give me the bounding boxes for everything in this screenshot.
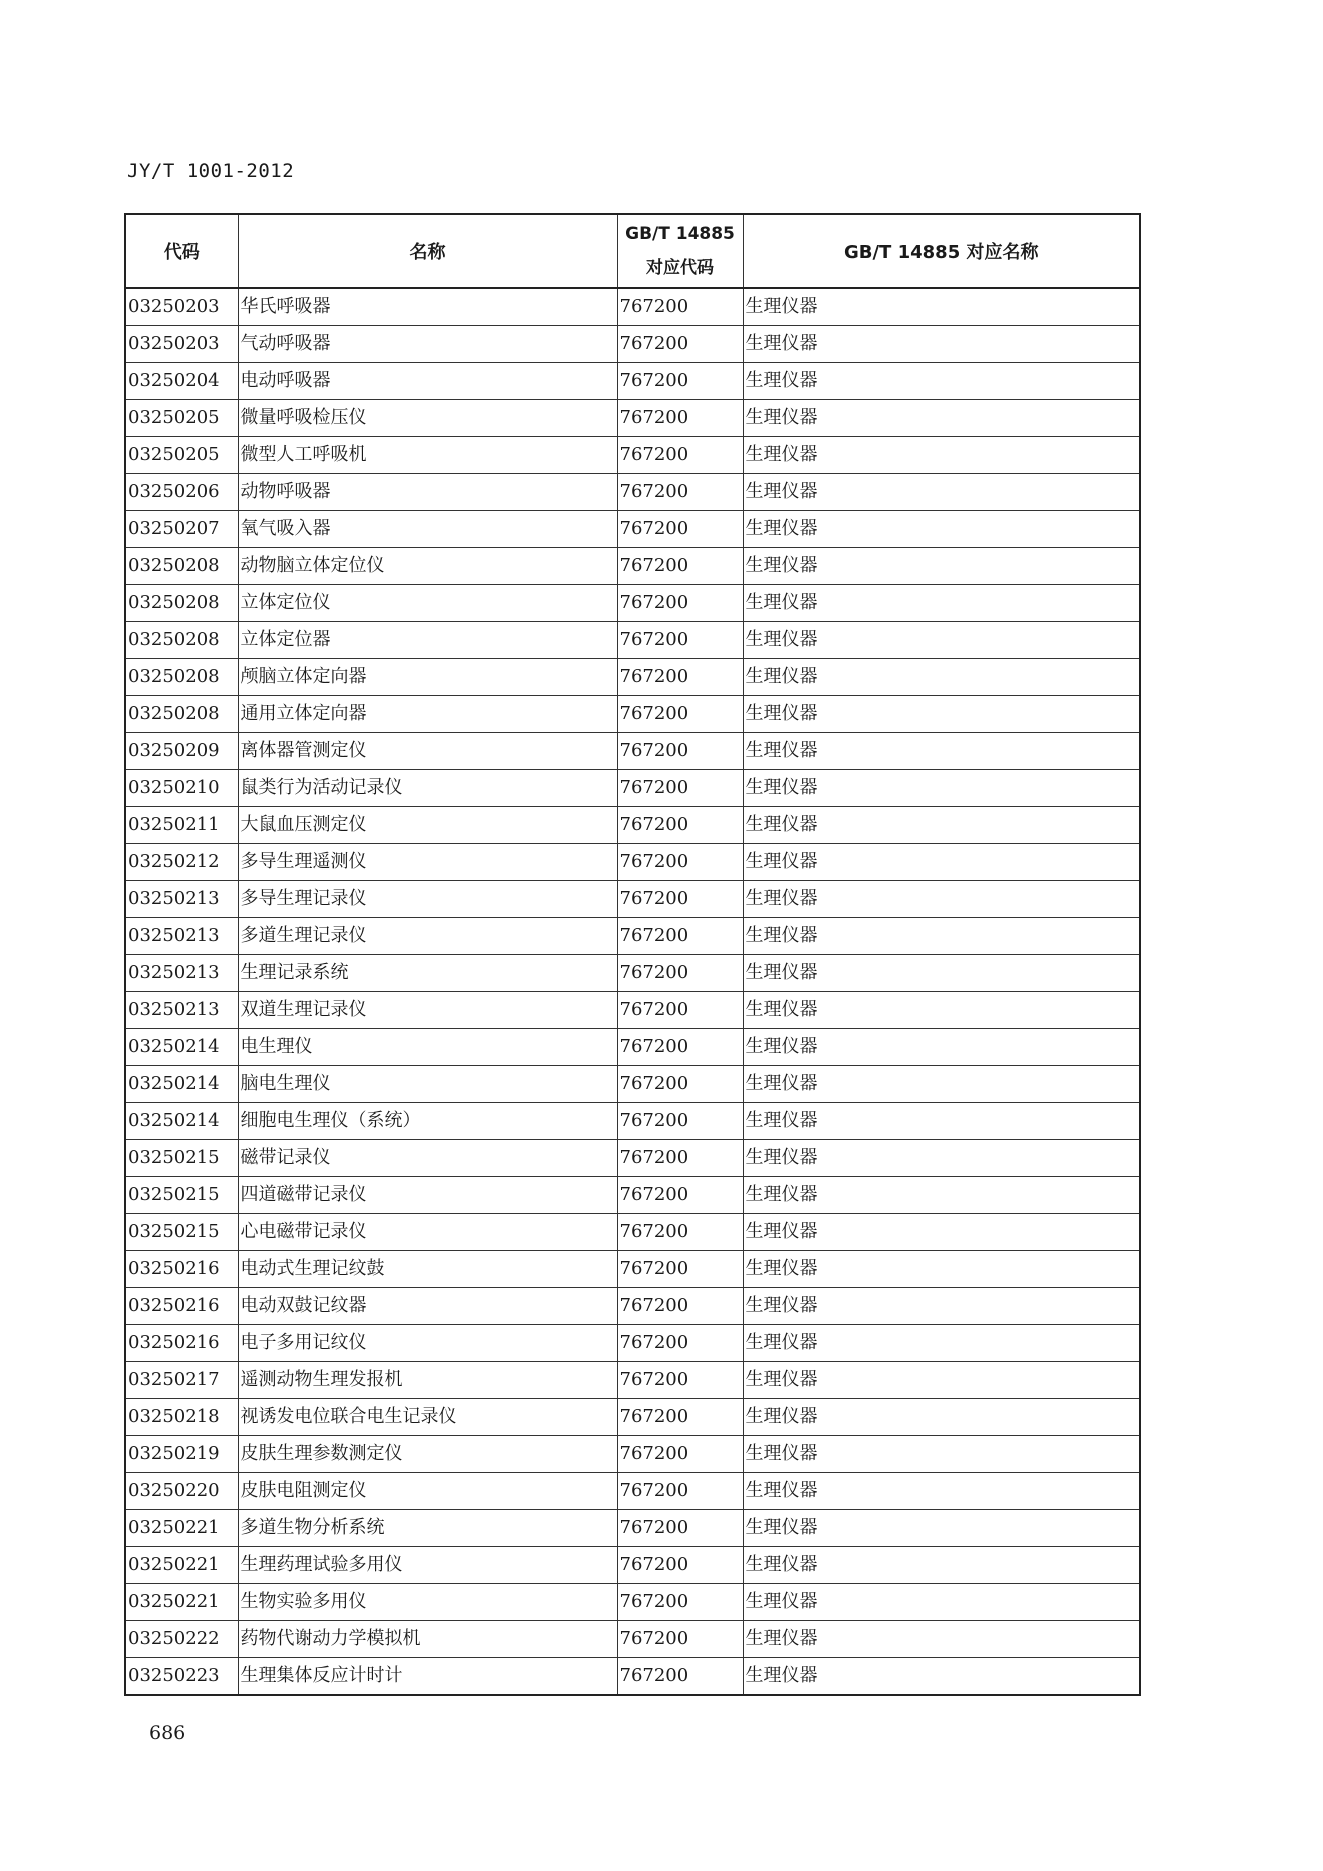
table-row <box>125 1584 1140 1621</box>
column-header-code: 代码 <box>125 214 238 288</box>
table-row <box>125 1436 1140 1473</box>
row-name: 微量呼吸检压仪 <box>238 400 617 437</box>
table-row <box>125 1473 1140 1510</box>
row-code: 03250206 <box>125 474 238 511</box>
row-code: 03250214 <box>125 1103 238 1140</box>
table-row <box>125 807 1140 844</box>
row-name: 华氏呼吸器 <box>238 288 617 326</box>
row-code: 03250208 <box>125 659 238 696</box>
row-code: 03250210 <box>125 770 238 807</box>
row-name: 微型人工呼吸机 <box>238 437 617 474</box>
table-header-row <box>125 214 1140 288</box>
row-name: 多道生物分析系统 <box>238 1510 617 1547</box>
row-gb-code: 767200 <box>617 770 743 807</box>
row-gb-code: 767200 <box>617 807 743 844</box>
row-code: 03250213 <box>125 918 238 955</box>
table-body <box>125 288 1140 1695</box>
row-gb-name: 生理仪器 <box>743 1473 1140 1510</box>
row-gb-code: 767200 <box>617 1510 743 1547</box>
code-table <box>124 213 1141 1696</box>
row-gb-name: 生理仪器 <box>743 1251 1140 1288</box>
row-gb-code: 767200 <box>617 622 743 659</box>
row-name: 大鼠血压测定仪 <box>238 807 617 844</box>
row-code: 03250208 <box>125 696 238 733</box>
table-row <box>125 1029 1140 1066</box>
row-name: 多导生理遥测仪 <box>238 844 617 881</box>
table-row <box>125 1177 1140 1214</box>
row-gb-name: 生理仪器 <box>743 955 1140 992</box>
row-code: 03250218 <box>125 1399 238 1436</box>
row-gb-name: 生理仪器 <box>743 1140 1140 1177</box>
row-gb-code: 767200 <box>617 696 743 733</box>
row-code: 03250207 <box>125 511 238 548</box>
row-name: 离体器管测定仪 <box>238 733 617 770</box>
row-code: 03250221 <box>125 1584 238 1621</box>
row-name: 遥测动物生理发报机 <box>238 1362 617 1399</box>
row-gb-code: 767200 <box>617 400 743 437</box>
row-gb-name: 生理仪器 <box>743 585 1140 622</box>
row-gb-code: 767200 <box>617 844 743 881</box>
table-row <box>125 696 1140 733</box>
row-code: 03250219 <box>125 1436 238 1473</box>
table-row <box>125 733 1140 770</box>
row-code: 03250221 <box>125 1510 238 1547</box>
row-code: 03250215 <box>125 1177 238 1214</box>
row-gb-code: 767200 <box>617 992 743 1029</box>
row-name: 皮肤电阻测定仪 <box>238 1473 617 1510</box>
table-row <box>125 363 1140 400</box>
column-header-name: 名称 <box>238 214 617 288</box>
row-gb-name: 生理仪器 <box>743 1325 1140 1362</box>
row-code: 03250203 <box>125 288 238 326</box>
row-gb-code: 767200 <box>617 1177 743 1214</box>
row-gb-code: 767200 <box>617 363 743 400</box>
row-name: 立体定位器 <box>238 622 617 659</box>
row-code: 03250220 <box>125 1473 238 1510</box>
row-gb-code: 767200 <box>617 548 743 585</box>
row-gb-code: 767200 <box>617 1362 743 1399</box>
table-row <box>125 1621 1140 1658</box>
table-row <box>125 881 1140 918</box>
table-row <box>125 659 1140 696</box>
row-gb-code: 767200 <box>617 585 743 622</box>
row-gb-code: 767200 <box>617 437 743 474</box>
table-row <box>125 437 1140 474</box>
row-code: 03250212 <box>125 844 238 881</box>
row-gb-name: 生理仪器 <box>743 770 1140 807</box>
row-gb-code: 767200 <box>617 1621 743 1658</box>
row-gb-name: 生理仪器 <box>743 807 1140 844</box>
row-gb-code: 767200 <box>617 881 743 918</box>
row-code: 03250216 <box>125 1251 238 1288</box>
row-gb-code: 767200 <box>617 1399 743 1436</box>
standard-id: JY/T 1001-2012 <box>127 160 295 182</box>
row-name: 细胞电生理仪（系统） <box>238 1103 617 1140</box>
row-name: 氧气吸入器 <box>238 511 617 548</box>
row-code: 03250203 <box>125 326 238 363</box>
table-row <box>125 511 1140 548</box>
table-row <box>125 1547 1140 1584</box>
table-row <box>125 548 1140 585</box>
row-gb-name: 生理仪器 <box>743 918 1140 955</box>
table-row <box>125 1510 1140 1547</box>
row-code: 03250214 <box>125 1029 238 1066</box>
row-name: 多道生理记录仪 <box>238 918 617 955</box>
row-code: 03250216 <box>125 1288 238 1325</box>
row-name: 气动呼吸器 <box>238 326 617 363</box>
row-code: 03250216 <box>125 1325 238 1362</box>
row-gb-name: 生理仪器 <box>743 696 1140 733</box>
row-code: 03250205 <box>125 437 238 474</box>
row-code: 03250213 <box>125 955 238 992</box>
row-name: 磁带记录仪 <box>238 1140 617 1177</box>
row-gb-code: 767200 <box>617 511 743 548</box>
table-row <box>125 844 1140 881</box>
table-row <box>125 955 1140 992</box>
row-name: 电动双鼓记纹器 <box>238 1288 617 1325</box>
table-row <box>125 1251 1140 1288</box>
table-row <box>125 622 1140 659</box>
table-row <box>125 1362 1140 1399</box>
table-row <box>125 288 1140 326</box>
row-name: 药物代谢动力学模拟机 <box>238 1621 617 1658</box>
row-gb-name: 生理仪器 <box>743 844 1140 881</box>
row-gb-name: 生理仪器 <box>743 1510 1140 1547</box>
row-code: 03250222 <box>125 1621 238 1658</box>
row-name: 电动呼吸器 <box>238 363 617 400</box>
row-gb-name: 生理仪器 <box>743 881 1140 918</box>
row-gb-code: 767200 <box>617 1066 743 1103</box>
row-name: 电生理仪 <box>238 1029 617 1066</box>
row-name: 双道生理记录仪 <box>238 992 617 1029</box>
row-gb-name: 生理仪器 <box>743 511 1140 548</box>
row-name: 皮肤生理参数测定仪 <box>238 1436 617 1473</box>
row-gb-name: 生理仪器 <box>743 992 1140 1029</box>
row-code: 03250217 <box>125 1362 238 1399</box>
table-row <box>125 1066 1140 1103</box>
row-gb-name: 生理仪器 <box>743 1621 1140 1658</box>
table-row <box>125 585 1140 622</box>
row-name: 颅脑立体定向器 <box>238 659 617 696</box>
row-code: 03250223 <box>125 1658 238 1696</box>
row-gb-name: 生理仪器 <box>743 1103 1140 1140</box>
row-code: 03250204 <box>125 363 238 400</box>
table-row <box>125 1214 1140 1251</box>
row-gb-name: 生理仪器 <box>743 288 1140 326</box>
page-number: 686 <box>149 1722 186 1744</box>
table-row <box>125 770 1140 807</box>
row-code: 03250215 <box>125 1214 238 1251</box>
row-gb-name: 生理仪器 <box>743 1547 1140 1584</box>
row-name: 动物呼吸器 <box>238 474 617 511</box>
table-row <box>125 1140 1140 1177</box>
row-name: 四道磁带记录仪 <box>238 1177 617 1214</box>
row-gb-name: 生理仪器 <box>743 1658 1140 1696</box>
table-row <box>125 400 1140 437</box>
row-gb-name: 生理仪器 <box>743 1288 1140 1325</box>
table-row <box>125 1325 1140 1362</box>
row-code: 03250205 <box>125 400 238 437</box>
row-gb-code: 767200 <box>617 1140 743 1177</box>
row-gb-code: 767200 <box>617 955 743 992</box>
row-name: 电动式生理记纹鼓 <box>238 1251 617 1288</box>
row-gb-code: 767200 <box>617 1251 743 1288</box>
row-gb-name: 生理仪器 <box>743 1584 1140 1621</box>
row-code: 03250213 <box>125 881 238 918</box>
row-name: 生理集体反应计时计 <box>238 1658 617 1696</box>
row-name: 通用立体定向器 <box>238 696 617 733</box>
row-code: 03250221 <box>125 1547 238 1584</box>
row-gb-name: 生理仪器 <box>743 363 1140 400</box>
column-header-gb-name: GB/T 14885 对应名称 <box>743 214 1140 288</box>
row-gb-code: 767200 <box>617 1473 743 1510</box>
row-gb-code: 767200 <box>617 1214 743 1251</box>
row-gb-code: 767200 <box>617 1436 743 1473</box>
row-name: 鼠类行为活动记录仪 <box>238 770 617 807</box>
row-gb-name: 生理仪器 <box>743 659 1140 696</box>
row-name: 心电磁带记录仪 <box>238 1214 617 1251</box>
gb-code-header-line1: GB/T 14885 <box>625 224 735 244</box>
row-gb-name: 生理仪器 <box>743 474 1140 511</box>
column-header-gb-code <box>617 214 743 288</box>
table-row <box>125 1103 1140 1140</box>
table-row <box>125 918 1140 955</box>
row-gb-name: 生理仪器 <box>743 1066 1140 1103</box>
row-gb-name: 生理仪器 <box>743 1362 1140 1399</box>
row-gb-code: 767200 <box>617 1325 743 1362</box>
row-gb-name: 生理仪器 <box>743 437 1140 474</box>
gb-code-header-line2: 对应代码 <box>646 258 714 278</box>
row-name: 立体定位仪 <box>238 585 617 622</box>
row-name: 电子多用记纹仪 <box>238 1325 617 1362</box>
row-code: 03250215 <box>125 1140 238 1177</box>
row-code: 03250208 <box>125 585 238 622</box>
row-gb-code: 767200 <box>617 1658 743 1696</box>
row-code: 03250209 <box>125 733 238 770</box>
row-gb-name: 生理仪器 <box>743 326 1140 363</box>
row-gb-code: 767200 <box>617 1547 743 1584</box>
row-gb-name: 生理仪器 <box>743 548 1140 585</box>
row-gb-code: 767200 <box>617 918 743 955</box>
table-row <box>125 992 1140 1029</box>
row-gb-name: 生理仪器 <box>743 733 1140 770</box>
row-gb-code: 767200 <box>617 474 743 511</box>
table-row <box>125 474 1140 511</box>
row-code: 03250214 <box>125 1066 238 1103</box>
table-row <box>125 326 1140 363</box>
row-gb-name: 生理仪器 <box>743 1436 1140 1473</box>
row-gb-code: 767200 <box>617 288 743 326</box>
row-code: 03250211 <box>125 807 238 844</box>
row-gb-code: 767200 <box>617 326 743 363</box>
row-gb-name: 生理仪器 <box>743 1177 1140 1214</box>
row-gb-name: 生理仪器 <box>743 622 1140 659</box>
table-row <box>125 1658 1140 1696</box>
table-row <box>125 1399 1140 1436</box>
row-gb-code: 767200 <box>617 1103 743 1140</box>
row-name: 多导生理记录仪 <box>238 881 617 918</box>
row-gb-code: 767200 <box>617 1288 743 1325</box>
row-code: 03250208 <box>125 548 238 585</box>
row-gb-code: 767200 <box>617 659 743 696</box>
row-gb-code: 767200 <box>617 1584 743 1621</box>
table-row <box>125 1288 1140 1325</box>
row-name: 视诱发电位联合电生记录仪 <box>238 1399 617 1436</box>
row-gb-name: 生理仪器 <box>743 1029 1140 1066</box>
row-gb-name: 生理仪器 <box>743 400 1140 437</box>
row-gb-name: 生理仪器 <box>743 1214 1140 1251</box>
row-name: 生理记录系统 <box>238 955 617 992</box>
row-gb-name: 生理仪器 <box>743 1399 1140 1436</box>
row-gb-code: 767200 <box>617 733 743 770</box>
row-name: 动物脑立体定位仪 <box>238 548 617 585</box>
row-code: 03250213 <box>125 992 238 1029</box>
row-name: 脑电生理仪 <box>238 1066 617 1103</box>
row-name: 生理药理试验多用仪 <box>238 1547 617 1584</box>
row-gb-code: 767200 <box>617 1029 743 1066</box>
row-code: 03250208 <box>125 622 238 659</box>
row-name: 生物实验多用仪 <box>238 1584 617 1621</box>
